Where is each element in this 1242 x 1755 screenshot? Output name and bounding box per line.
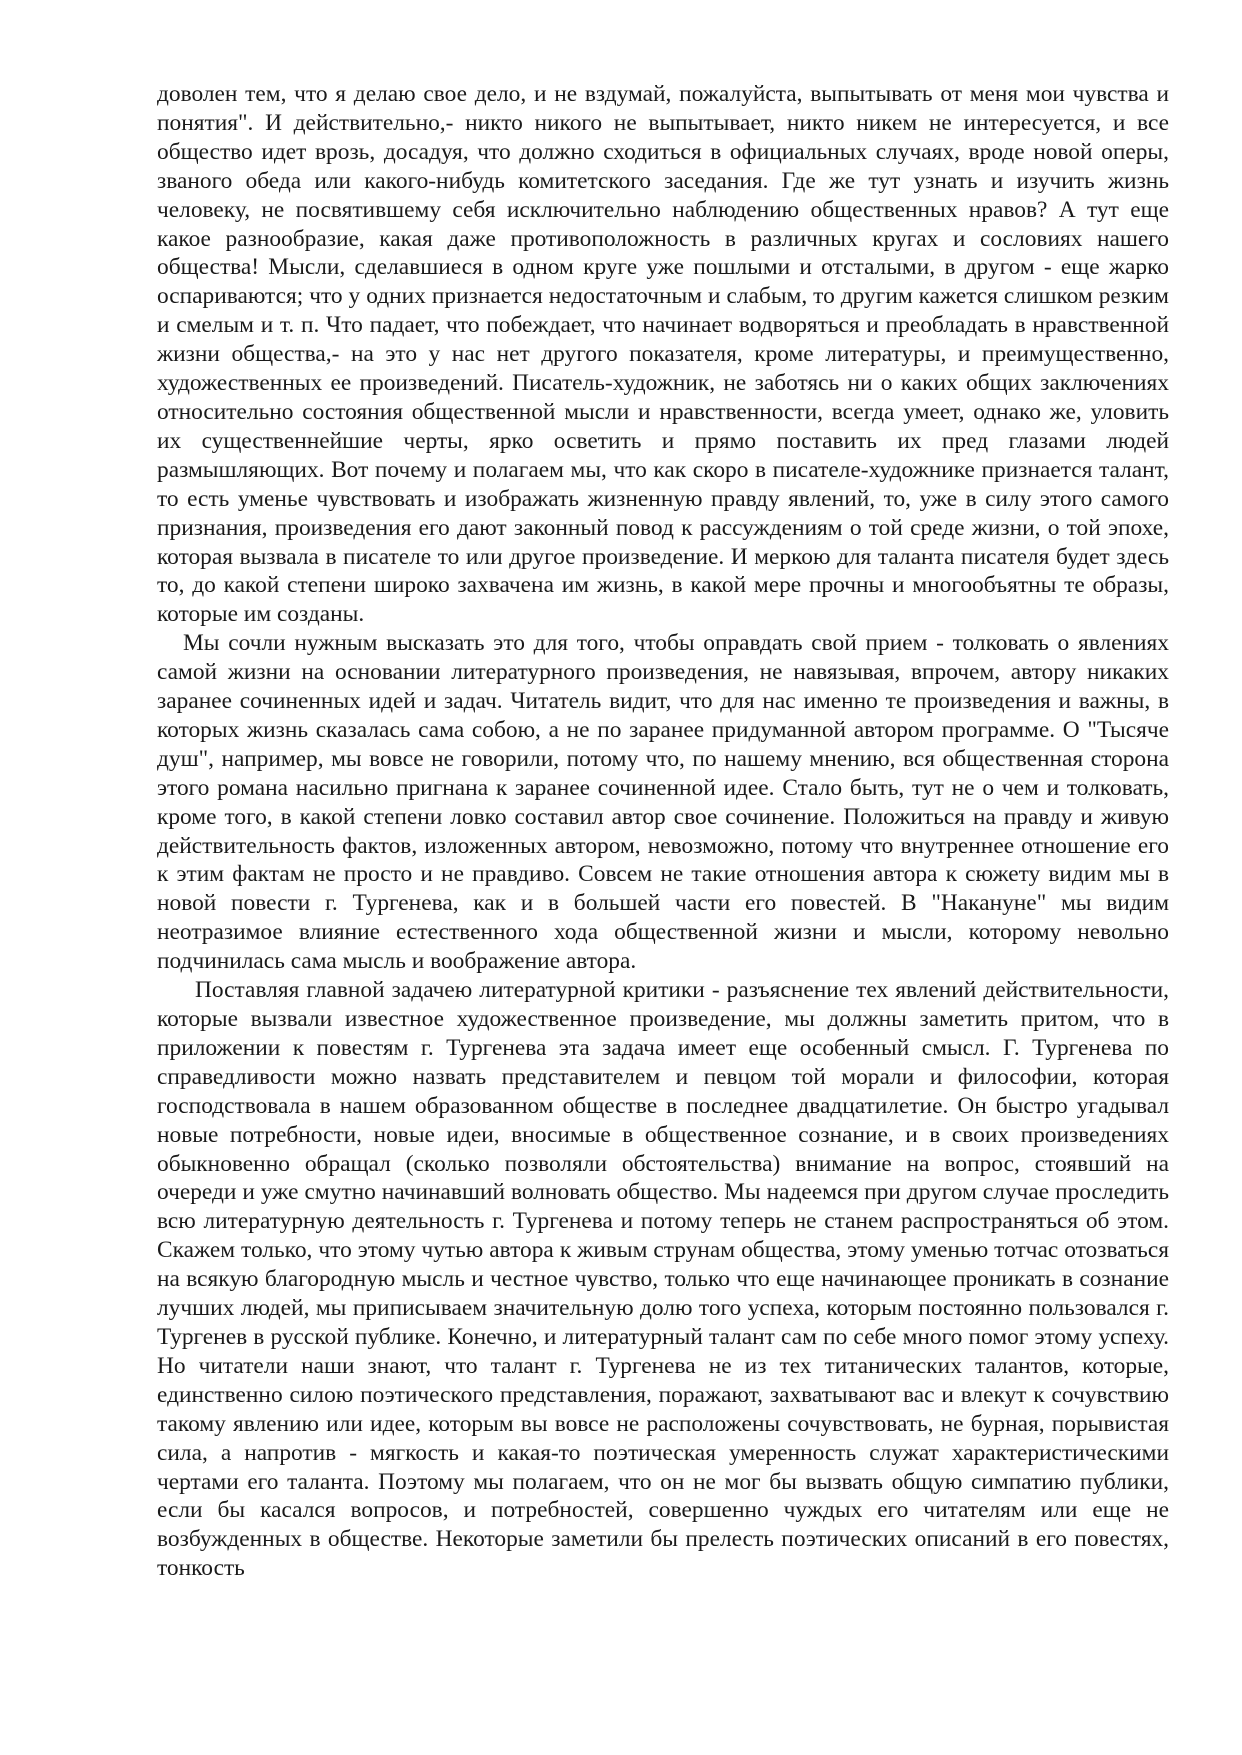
- paragraph-1: доволен тем, что я делаю свое дело, и не вздумай, пожалуйста, выпытывать от меня мои чувства и понятия". И действительно,- никто никого не выпытывает, никто никем не интересуется, и все общество идет врозь, досадуя, что должно сходиться в официальных случаях, вроде новой оперы, званого обеда или какого-нибудь комитетского заседания. Где же тут узнать и изучить жизнь человеку, не посвятившему себя исключительно наблюдению общественных нравов? А тут еще какое разнообразие, какая даже противоположность в различных кругах и сословиях нашего общества! Мысли, сделавшиеся в одном круге уже пошлыми и отсталыми, в другом - еще жарко оспариваются; что у одних признается недостаточным и слабым, то другим кажется слишком резким и смелым и т. п. Что падает, что побеждает, что начинает водворяться и преобладать в нравственной жизни общества,- на это у нас нет другого показателя, кроме литературы, и преимущественно, художественных ее произведений. Писатель-художник, не заботясь ни о каких общих заключениях относительно состояния общественной мысли и нравственности, всегда умеет, однако же, уловить их существеннейшие черты, ярко осветить и прямо поставить их пред глазами людей размышляющих. Вот почему и полагаем мы, что как скоро в писателе-художнике признается талант, то есть уменье чувствовать и изображать жизненную правду явлений, то, уже в силу этого самого признания, произведения его дают законный повод к рассуждениям о той среде жизни, о той эпохе, которая вызвала в писателе то или другое произведение. И меркою для таланта писателя будет здесь то, до какой степени широко захвачена им жизнь, в какой мере прочны и многообъятны те образы, которые им созданы.: [157, 81, 1169, 628]
- document-page: [157, 80, 1169, 1583]
- paragraph-3: Поставляя главной задачею литературной критики - разъяснение тех явлений действительности, которые вызвали известное художественное произведение, мы должны заметить притом, что в приложении к повестям г. Тургенева эта задача имеет еще особенный смысл. Г. Тургенева по справедливости можно назвать представителем и певцом той морали и философии, которая господствовала в нашем образованном обществе в последнее двадцатилетие. Он быстро угадывал новые потребности, новые идеи, вносимые в общественное сознание, и в своих произведениях обыкновенно обращал (сколько позволяли обстоятельства) внимание на вопрос, стоявший на очереди и уже смутно начинавший волновать общество. Мы надеемся при другом случае проследить всю литературную деятельность г. Тургенева и потому теперь не станем распространяться об этом. Скажем только, что этому чутью автора к живым струнам общества, этому уменью тотчас отозваться на всякую благородную мысль и честное чувство, только что еще начинающее проникать в сознание лучших людей, мы приписываем значительную долю того успеха, которым постоянно пользовался г. Тургенев в русской публике. Конечно, и литературный талант сам по себе много помог этому успеху. Но читатели наши знают, что талант г. Тургенева не из тех титанических талантов, которые, единственно силою поэтического представления, поражают, захватывают вас и влекут к сочувствию такому явлению или идее, которым вы вовсе не расположены сочувствовать, не бурная, порывистая сила, а напротив - мягкость и какая-то поэтическая умеренность служат характеристическими чертами его таланта. Поэтому мы полагаем, что он не мог бы вызвать общую симпатию публики, если бы касался вопросов, и потребностей, совершенно чуждых его читателям или еще не возбужденных в обществе. Некоторые заметили бы прелесть поэтических описаний в его повестях, тонкость: [157, 977, 1169, 1582]
- paragraph-2: Мы сочли нужным высказать это для того, чтобы оправдать свой прием - толковать о явлениях самой жизни на основании литературного произведения, не навязывая, впрочем, автору никаких заранее сочиненных идей и задач. Читатель видит, что для нас именно те произведения и важны, в которых жизнь сказалась сама собою, а не по заранее придуманной автором программе. О "Тысяче душ", например, мы вовсе не говорили, потому что, по нашему мнению, вся общественная сторона этого романа насильно пригнана к заранее сочиненной идее. Стало быть, тут не о чем и толковать, кроме того, в какой степени ловко составил автор свое сочинение. Положиться на правду и живую действительность фактов, изложенных автором, невозможно, потому что внутреннее отношение его к этим фактам не просто и не правдиво. Совсем не такие отношения автора к сюжету видим мы в новой повести г. Тургенева, как и в большей части его повестей. В "Накануне" мы видим неотразимое влияние естественного хода общественной жизни и мысли, которому невольно подчинилась сама мысль и воображение автора.: [157, 630, 1169, 975]
